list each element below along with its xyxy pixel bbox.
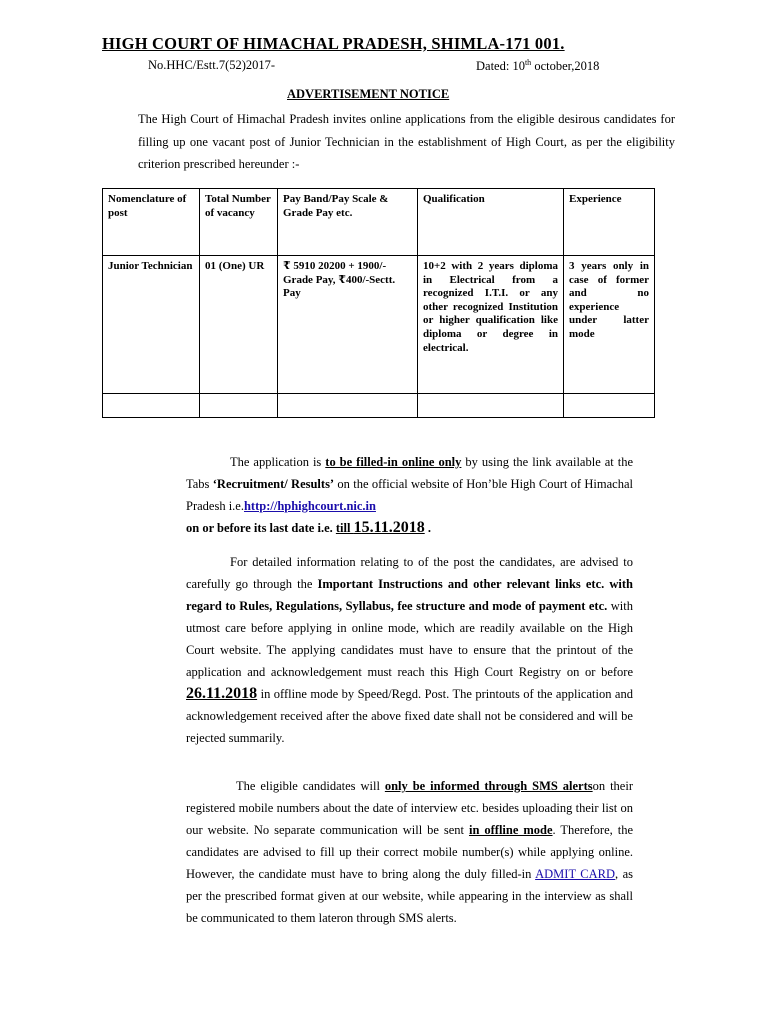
court-title: HIGH COURT OF HIMACHAL PRADESH, SHIMLA-171 001.: [102, 34, 565, 53]
p3-text-2: on their registered mobile numbers about the date of interview etc. besides uploading their list on our website. No separate communication will be sent: [186, 779, 633, 837]
header-nomenclature: Nomenclature of post: [103, 189, 200, 256]
table-empty-row: [103, 394, 655, 418]
table-row: [103, 256, 655, 394]
sms-alerts-emphasis: only be informed through SMS alerts: [384, 779, 593, 793]
notice-date: [476, 58, 599, 74]
p2-text-1: For detailed information relating to of the post the candidates, are advised to carefully go through the: [186, 555, 633, 591]
recruitment-tab-label: ‘Recruitment/ Results’: [212, 477, 335, 491]
header-experience: Experience: [564, 189, 655, 256]
cell-experience: 3 years only in case of former and no experience under latter mode: [564, 256, 655, 394]
cell-pay: ₹ 5910 20200 + 1900/- Grade Pay, ₹400/-Sectt. Pay: [278, 256, 418, 394]
website-link[interactable]: http://hphighcourt.nic.in: [243, 499, 376, 513]
admit-card-link[interactable]: ADMIT CARD: [535, 867, 616, 881]
application-paragraph: [186, 451, 633, 539]
vacancy-table: [102, 188, 655, 418]
registry-deadline: 26.11.2018: [186, 685, 258, 702]
p3-text-3: . Therefore, the candidates are advised to fill up their correct mobile number(s) while applying online. However, the candidate must have to bring along the duly filled-in: [186, 823, 633, 881]
table-header-row: [103, 189, 655, 256]
date-suffix-sup: th: [524, 58, 532, 67]
reference-number: No.HHC/Estt.7(52)2017-: [148, 58, 276, 72]
p1-text-3: on the official website of Hon’ble High Court of Himachal Pradesh i.e.: [186, 477, 633, 513]
sms-paragraph: [186, 775, 633, 929]
empty-cell: [418, 394, 564, 418]
date-suffix: october,2018: [531, 59, 600, 74]
cell-vacancy: 01 (One) UR: [200, 256, 278, 394]
notice-heading: ADVERTISEMENT NOTICE: [287, 87, 450, 101]
p2-text-3: in offline mode by Speed/Regd. Post. The printouts of the application and acknowledgement received after the above fixed date shall not be considered and will be rejected summarily.: [186, 687, 633, 745]
last-date-lead: on or before its last date i.e.: [186, 521, 336, 535]
last-date-till: till: [335, 521, 354, 535]
p3-text-1: The eligible candidates will: [236, 779, 385, 793]
header-vacancy: Total Number of vacancy: [200, 189, 278, 256]
p1-text-2: by using the link available at the Tabs: [186, 455, 634, 491]
p1-text-1: The application is: [230, 455, 326, 469]
p3-text-4: , as per the prescribed format given at our website, while appearing in the interview as shall be communicated to them lateron through SMS alerts.: [186, 867, 633, 925]
header-qualification: Qualification: [418, 189, 564, 256]
last-date: 15.11.2018: [353, 519, 425, 536]
date-prefix: Dated: 10: [476, 59, 525, 74]
empty-cell: [200, 394, 278, 418]
empty-cell: [278, 394, 418, 418]
last-date-tail: .: [424, 521, 431, 535]
empty-cell: [103, 394, 200, 418]
offline-mode-emphasis: in offline mode: [468, 823, 553, 837]
important-instructions: Important Instructions and other relevant links etc. with regard to Rules, Regulations, Syllabus, fee structure and mode of payment etc.: [186, 577, 633, 613]
cell-nomenclature: Junior Technician: [103, 256, 200, 394]
cell-qualification: 10+2 with 2 years diploma in Electrical from a recognized I.T.I. or any other recognized Institution or higher qualification like diploma or degree in electrical.: [418, 256, 564, 394]
online-only-emphasis: to be filled-in online only: [325, 455, 462, 469]
intro-paragraph: The High Court of Himachal Pradesh invites online applications from the eligible desirous candidates for filling up one vacant post of Junior Technician in the establishment of High Court, as per the eligibility criterion prescribed hereunder :-: [138, 112, 675, 171]
instructions-paragraph: [186, 551, 633, 749]
empty-cell: [564, 394, 655, 418]
header-pay: Pay Band/Pay Scale & Grade Pay etc.: [278, 189, 418, 256]
p2-text-2: with utmost care before applying in online mode, which are readily available on the High Court website. The applying candidates must have to ensure that the printout of the application and acknowledgement must reach this High Court Registry on or before: [186, 599, 633, 679]
